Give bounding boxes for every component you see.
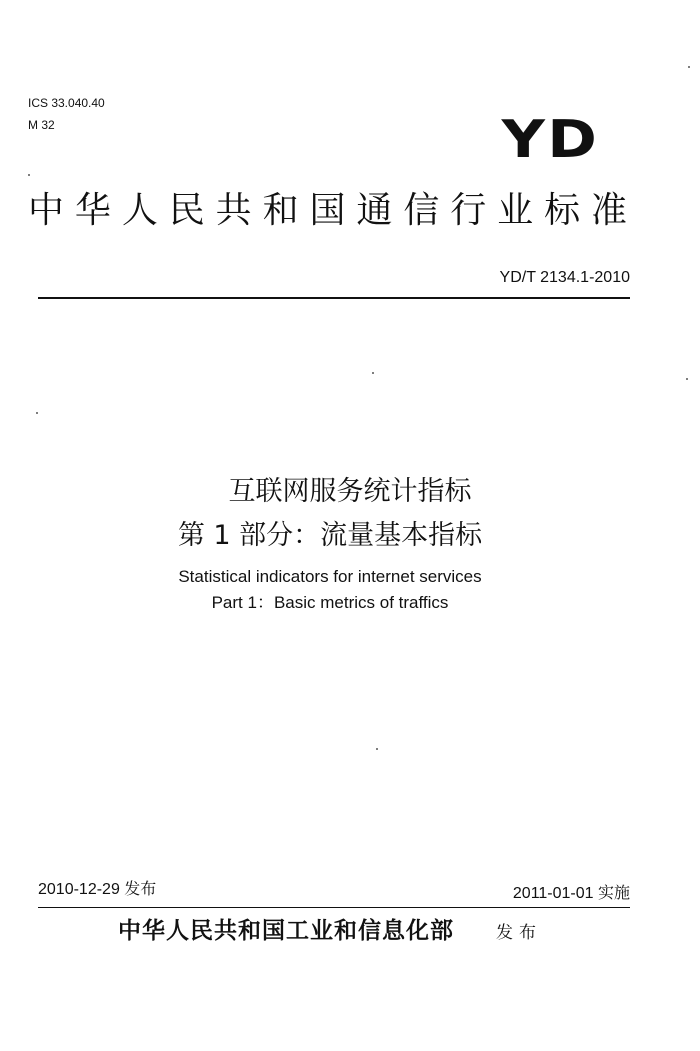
scan-speck	[28, 174, 30, 176]
ics-code: ICS 33.040.40	[28, 96, 105, 110]
scan-speck	[688, 66, 690, 68]
yd-logo	[500, 112, 600, 168]
implementation-date: 2011-01-01 实施	[512, 885, 630, 902]
publisher-name: 中华人民共和国工业和信息化部	[118, 917, 454, 944]
standard-number: YD/T 2134.1-2010	[499, 269, 630, 286]
document-title-en-line1: Statistical indicators for internet services	[178, 567, 482, 586]
scan-speck	[376, 748, 378, 750]
scan-speck	[372, 372, 374, 374]
classification-code: M 32	[28, 118, 55, 132]
document-title-cn-line2: 第 1 部分：流量基本指标	[177, 520, 483, 551]
bottom-divider	[38, 907, 630, 908]
document-title-cn-line1: 互联网服务统计指标	[228, 476, 472, 507]
publish-label: 发布	[496, 923, 542, 943]
scan-speck	[36, 412, 38, 414]
logo-text: YD	[501, 110, 599, 170]
scan-speck	[686, 378, 688, 380]
standard-title: 中华人民共和国通信行业标准	[28, 190, 628, 231]
issue-date: 2010-12-29 发布	[38, 881, 157, 898]
top-divider	[38, 297, 630, 299]
document-title-en-line2: Part 1：Basic metrics of traffics	[211, 593, 449, 612]
